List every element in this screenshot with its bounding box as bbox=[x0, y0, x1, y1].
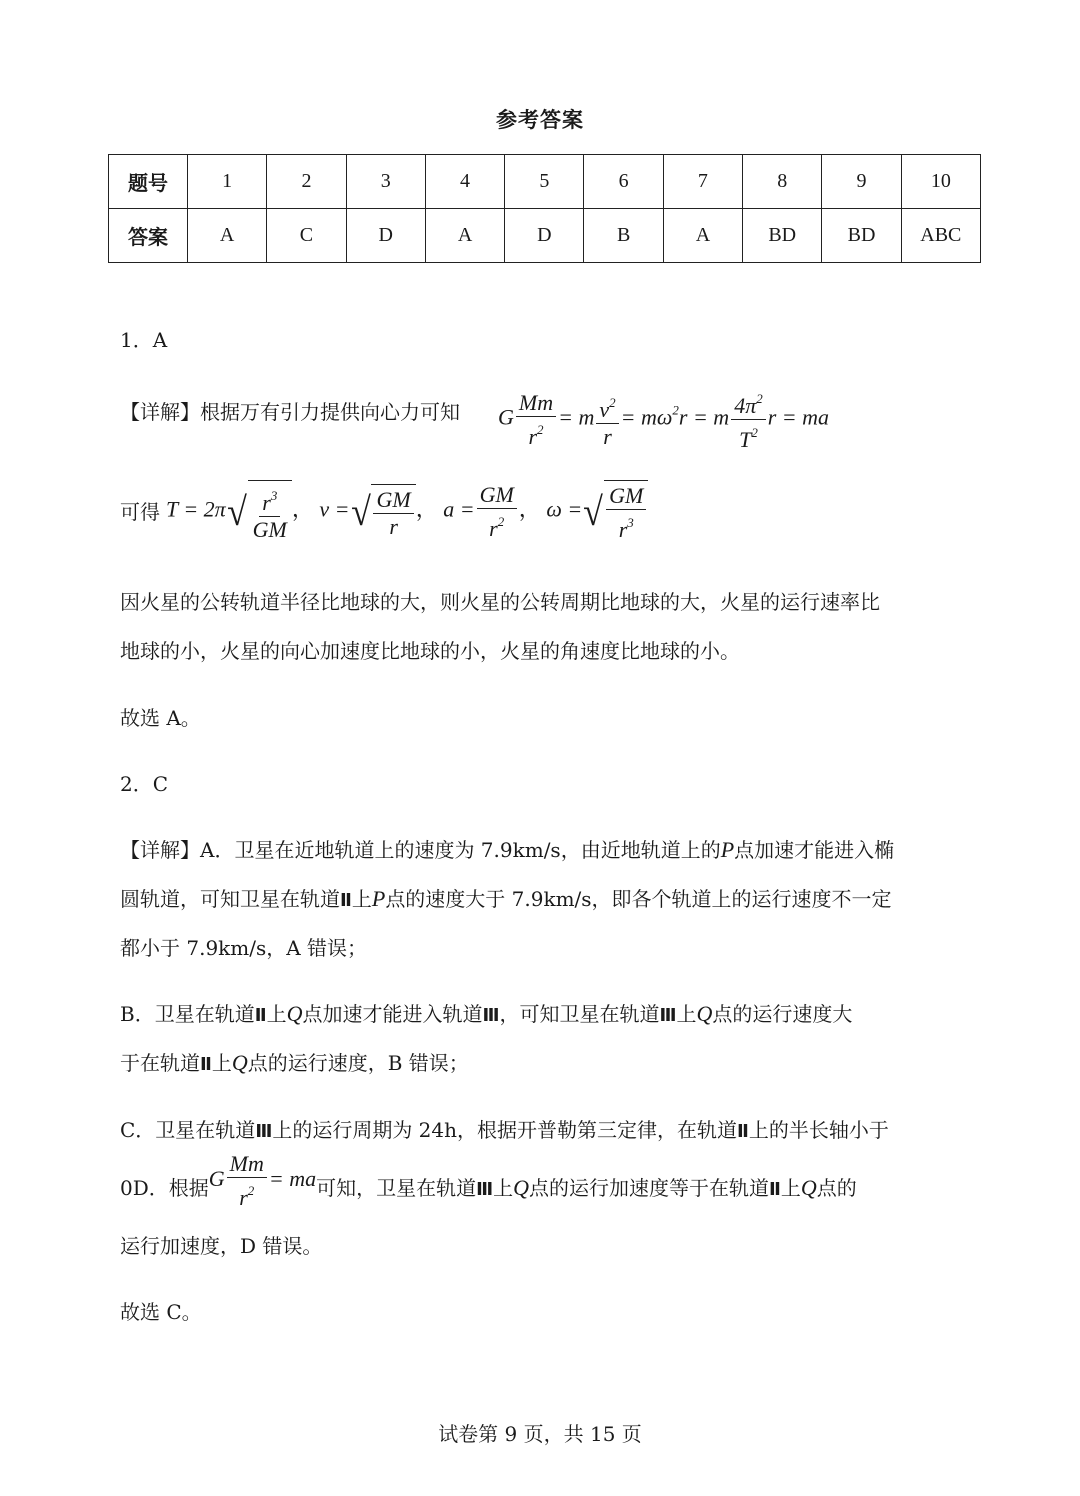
q2-heading: 2．C bbox=[120, 772, 169, 796]
answer-table bbox=[108, 154, 981, 263]
table-row-answers bbox=[109, 209, 981, 263]
question-number: 7 bbox=[663, 155, 742, 209]
row-label-question: 题号 bbox=[109, 155, 188, 209]
answer-cell: A bbox=[663, 209, 742, 263]
answer-cell: A bbox=[425, 209, 504, 263]
answer-cell: D bbox=[505, 209, 584, 263]
answer-cell: BD bbox=[822, 209, 901, 263]
question-number: 8 bbox=[743, 155, 822, 209]
q2-c-line3: 运行加速度，D 错误。 bbox=[120, 1234, 323, 1258]
answer-cell: D bbox=[346, 209, 425, 263]
q1-detail-text: 【详解】根据万有引力提供向心力可知 bbox=[120, 400, 460, 424]
q2-c-line1: C．卫星在轨道Ⅲ上的运行周期为 24h，根据开普勒第三定律，在轨道Ⅱ上的半长轴小于 bbox=[120, 1118, 889, 1142]
question-number: 1 bbox=[188, 155, 267, 209]
q2-b-line2: 于在轨道Ⅱ上Q点的运行速度，B 错误； bbox=[120, 1050, 469, 1075]
answer-cell: ABC bbox=[901, 209, 980, 263]
q2-a-line3: 都小于 7.9km/s，A 错误； bbox=[120, 936, 368, 960]
row-label-answer: 答案 bbox=[109, 209, 188, 263]
q2-a-line1: 【详解】A．卫星在近地轨道上的速度为 7.9km/s，由近地轨道上的P点加速才能进入椭 bbox=[120, 837, 895, 862]
answer-cell: C bbox=[267, 209, 346, 263]
q1-gravity-equation: G $\frac{Mm}{r^2}$ = m $\frac{v^2}{r}$ = $m\omega^2r = m$ $\frac{4\pi^2}{T^2}$ r = ma bbox=[498, 386, 829, 453]
question-number: 3 bbox=[346, 155, 425, 209]
q2-a-line2: 圆轨道，可知卫星在轨道Ⅱ上P点的速度大于 7.9km/s，即各个轨道上的运行速度不一定 bbox=[120, 886, 892, 911]
answer-cell: A bbox=[188, 209, 267, 263]
q2-conclusion: 故选 C。 bbox=[120, 1300, 202, 1324]
question-number: 10 bbox=[901, 155, 980, 209]
question-number: 2 bbox=[267, 155, 346, 209]
answer-cell: B bbox=[584, 209, 663, 263]
question-number: 9 bbox=[822, 155, 901, 209]
q1-result-equations: T = 2π √ $\frac{r^3}{GM}$ ， v = √ $\frac{GM}{r}$ ， a = $\frac{GM}{r^2}$ ， ω = √ $\frac{GM}{r^3}$ bbox=[166, 480, 648, 543]
question-number: 6 bbox=[584, 155, 663, 209]
q2-c-line2: 0D．根据G $\frac{Mm}{r^2}$ = ma可知，卫星在轨道Ⅲ上Q点的运行加速度等于在轨道Ⅱ上Q点的 bbox=[120, 1150, 857, 1210]
question-number: 4 bbox=[425, 155, 504, 209]
q2-acceleration-equation: G $\frac{Mm}{r^2}$ = ma bbox=[208, 1150, 317, 1210]
q1-explanation-line1: 因火星的公转轨道半径比地球的大，则火星的公转周期比地球的大，火星的运行速率比 bbox=[120, 590, 880, 614]
q1-result-text: 可得 bbox=[120, 500, 160, 524]
q1-heading: 1．A bbox=[120, 328, 168, 352]
q1-conclusion: 故选 A。 bbox=[120, 706, 201, 730]
q2-b-line1: B．卫星在轨道Ⅱ上Q点加速才能进入轨道Ⅲ，可知卫星在轨道Ⅲ上Q点的运行速度大 bbox=[120, 1001, 853, 1026]
q1-explanation-line2: 地球的小，火星的向心加速度比地球的小，火星的角速度比地球的小。 bbox=[120, 639, 740, 663]
question-number: 5 bbox=[505, 155, 584, 209]
table-row-numbers bbox=[109, 155, 981, 209]
page-title: 参考答案 bbox=[496, 107, 584, 132]
page-footer: 试卷第 9 页，共 15 页 bbox=[438, 1422, 642, 1446]
answer-cell: BD bbox=[743, 209, 822, 263]
